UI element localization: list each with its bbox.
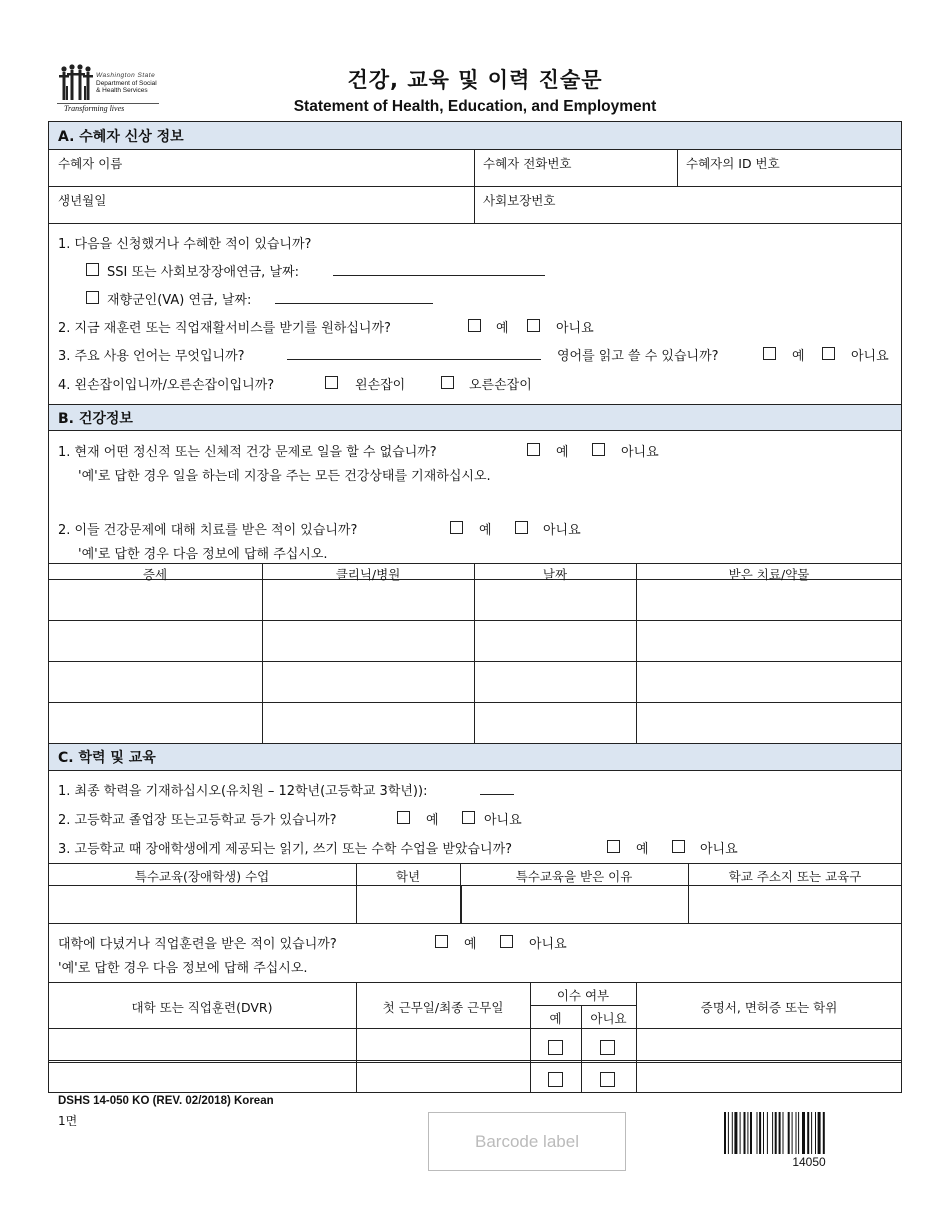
- section-b-heading: B. 건강정보: [48, 404, 902, 431]
- special-col-class: 특수교육(장애학생) 수업: [134, 869, 270, 884]
- divider: [48, 186, 902, 187]
- a-q3-yes-label: 예: [792, 349, 805, 364]
- divider: [677, 150, 678, 187]
- divider: [474, 563, 475, 743]
- college-no-label: 아니요: [529, 937, 567, 952]
- a-q2-no-label: 아니요: [556, 321, 594, 336]
- college-col-completed: 이수 여부: [556, 988, 610, 1003]
- c-q2-no-label: 아니요: [484, 813, 522, 828]
- c-question-1: 1. 최종 학력을 기재하십시오(유치원 – 12학년(고등학교 3학년)):: [58, 784, 428, 799]
- divider: [461, 885, 462, 923]
- b-q2-no-label: 아니요: [543, 523, 581, 538]
- grade-input[interactable]: [480, 794, 514, 795]
- divider: [48, 702, 902, 703]
- a-q2-yes-checkbox[interactable]: [468, 319, 481, 332]
- primary-language-input[interactable]: [287, 359, 541, 360]
- a-question-3b: 영어를 읽고 쓸 수 있습니까?: [557, 349, 719, 364]
- c-q2-yes-checkbox[interactable]: [397, 811, 410, 824]
- college-col-dates: 첫 근무일/최종 근무일: [382, 1000, 504, 1015]
- b-q2-no-checkbox[interactable]: [515, 521, 528, 534]
- a-question-3: 3. 주요 사용 언어는 무엇입니까?: [58, 349, 245, 364]
- a-q3-yes-checkbox[interactable]: [763, 347, 776, 360]
- va-checkbox[interactable]: [86, 291, 99, 304]
- special-col-school: 학교 주소지 또는 교육구: [728, 869, 862, 884]
- health-col-clinic: 클리닉/병원: [335, 567, 401, 582]
- recipient-name-field[interactable]: 수혜자 이름: [58, 156, 123, 171]
- section-c-heading: C. 학력 및 교육: [48, 743, 902, 771]
- divider: [48, 1028, 902, 1029]
- college-yes-label: 예: [464, 937, 477, 952]
- divider: [48, 223, 902, 224]
- barcode-label-box: [428, 1112, 626, 1171]
- a-q3-no-label: 아니요: [851, 349, 889, 364]
- date-of-birth-field[interactable]: 생년월일: [58, 193, 107, 208]
- section-a-heading: A. 수혜자 신상 정보: [48, 121, 902, 150]
- c-q3-no-checkbox[interactable]: [672, 840, 685, 853]
- college-col-name: 대학 또는 직업훈련(DVR): [131, 1000, 273, 1015]
- college-col-completed-no: 아니요: [590, 1011, 627, 1026]
- b-q1-no-label: 아니요: [621, 445, 659, 460]
- page-title-english: Statement of Health, Education, and Employment: [293, 98, 657, 115]
- c-question-3: 3. 고등학교 때 장애학생에게 제공되는 읽기, 쓰기 또는 수학 수업을 받았습니까?: [58, 842, 513, 857]
- barcode-number: 14050: [792, 1155, 826, 1169]
- va-label: 재향군인(VA) 연금, 날짜:: [107, 293, 252, 308]
- b-q2-yes-checkbox[interactable]: [450, 521, 463, 534]
- college-yes-checkbox[interactable]: [435, 935, 448, 948]
- barcode-icon: [724, 1112, 894, 1154]
- college-col-completed-yes: 예: [549, 1011, 562, 1026]
- special-col-reason: 특수교육을 받은 이유: [515, 869, 633, 884]
- page-number: 1면: [58, 1114, 78, 1128]
- divider: [48, 982, 902, 983]
- va-date-input[interactable]: [275, 303, 433, 304]
- b-q2-yes-label: 예: [479, 523, 492, 538]
- college-col-certificate: 증명서, 면허증 또는 학위: [700, 1000, 838, 1015]
- a-question-2: 2. 지금 재훈련 또는 직업재활서비스를 받기를 원하십니까?: [58, 321, 391, 336]
- divider: [48, 563, 902, 564]
- recipient-id-field[interactable]: 수혜자의 ID 번호: [686, 156, 780, 171]
- college-question: 대학에 다녔거나 직업훈련을 받은 적이 있습니까?: [58, 937, 337, 952]
- a-q3-no-checkbox[interactable]: [822, 347, 835, 360]
- b-question-1-note: '예'로 답한 경우 일을 하는데 지장을 주는 모든 건강상태를 기재하십시오.: [78, 469, 491, 484]
- b-question-1: 1. 현재 어떤 정신적 또는 신체적 건강 문제로 일을 할 수 없습니까?: [58, 445, 437, 460]
- ssi-label: SSI 또는 사회보장장애연금, 날짜:: [107, 265, 299, 280]
- college-note: '예'로 답한 경우 다음 정보에 답해 주십시오.: [58, 961, 308, 976]
- a-question-1: 1. 다음을 신청했거나 수혜한 적이 있습니까?: [58, 237, 312, 252]
- b-q1-no-checkbox[interactable]: [592, 443, 605, 456]
- divider: [48, 1062, 902, 1063]
- college-no-checkbox[interactable]: [500, 935, 513, 948]
- b-q1-yes-checkbox[interactable]: [527, 443, 540, 456]
- special-col-grade: 학년: [395, 869, 421, 884]
- divider: [48, 863, 902, 864]
- college-row1-no-checkbox[interactable]: [600, 1040, 615, 1055]
- b-question-2-note: '예'로 답한 경우 다음 정보에 답해 주십시오.: [78, 547, 328, 562]
- divider: [530, 1005, 636, 1006]
- a-question-4: 4. 왼손잡이입니까/오른손잡이입니까?: [58, 378, 275, 393]
- college-row2-no-checkbox[interactable]: [600, 1072, 615, 1087]
- health-col-date: 날짜: [542, 567, 568, 582]
- b-q1-yes-label: 예: [556, 445, 569, 460]
- health-col-symptom: 증세: [142, 567, 168, 582]
- divider: [262, 563, 263, 743]
- recipient-phone-field[interactable]: 수혜자 전화번호: [483, 156, 572, 171]
- college-row2-yes-checkbox[interactable]: [548, 1072, 563, 1087]
- college-row1-yes-checkbox[interactable]: [548, 1040, 563, 1055]
- logo-tagline: Transforming lives: [64, 104, 125, 113]
- logo-dept-line2: & Health Services: [96, 87, 148, 94]
- a-q2-yes-label: 예: [496, 321, 509, 336]
- barcode-label-text: Barcode label: [475, 1131, 579, 1151]
- c-q3-yes-label: 예: [636, 842, 649, 857]
- left-handed-label: 왼손잡이: [355, 378, 406, 393]
- right-handed-checkbox[interactable]: [441, 376, 454, 389]
- divider: [48, 885, 902, 886]
- b-question-2: 2. 이들 건강문제에 대해 치료를 받은 적이 있습니까?: [58, 523, 358, 538]
- c-question-2: 2. 고등학교 졸업장 또는고등학교 등가 있습니까?: [58, 813, 337, 828]
- right-handed-label: 오른손잡이: [469, 378, 532, 393]
- page-title-korean: 건강, 교육 및 이력 진술문: [347, 68, 603, 92]
- c-q2-yes-label: 예: [426, 813, 439, 828]
- divider: [636, 563, 637, 743]
- c-q3-yes-checkbox[interactable]: [607, 840, 620, 853]
- ssi-date-input[interactable]: [333, 275, 545, 276]
- health-col-treatment: 받은 치료/약물: [728, 567, 810, 582]
- c-q3-no-label: 아니요: [700, 842, 738, 857]
- c-q2-no-checkbox[interactable]: [462, 811, 475, 824]
- divider: [48, 1060, 902, 1061]
- logo-dept-line1: Department of Social: [96, 79, 157, 87]
- a-q2-no-checkbox[interactable]: [527, 319, 540, 332]
- logo-state: Washington State: [96, 72, 156, 79]
- divider: [48, 620, 902, 621]
- divider: [48, 661, 902, 662]
- ssn-field[interactable]: 사회보장번호: [483, 193, 556, 208]
- divider: [48, 923, 902, 924]
- divider: [474, 150, 475, 224]
- form-id: DSHS 14-050 KO (REV. 02/2018) Korean: [58, 1095, 274, 1107]
- left-handed-checkbox[interactable]: [325, 376, 338, 389]
- ssi-checkbox[interactable]: [86, 263, 99, 276]
